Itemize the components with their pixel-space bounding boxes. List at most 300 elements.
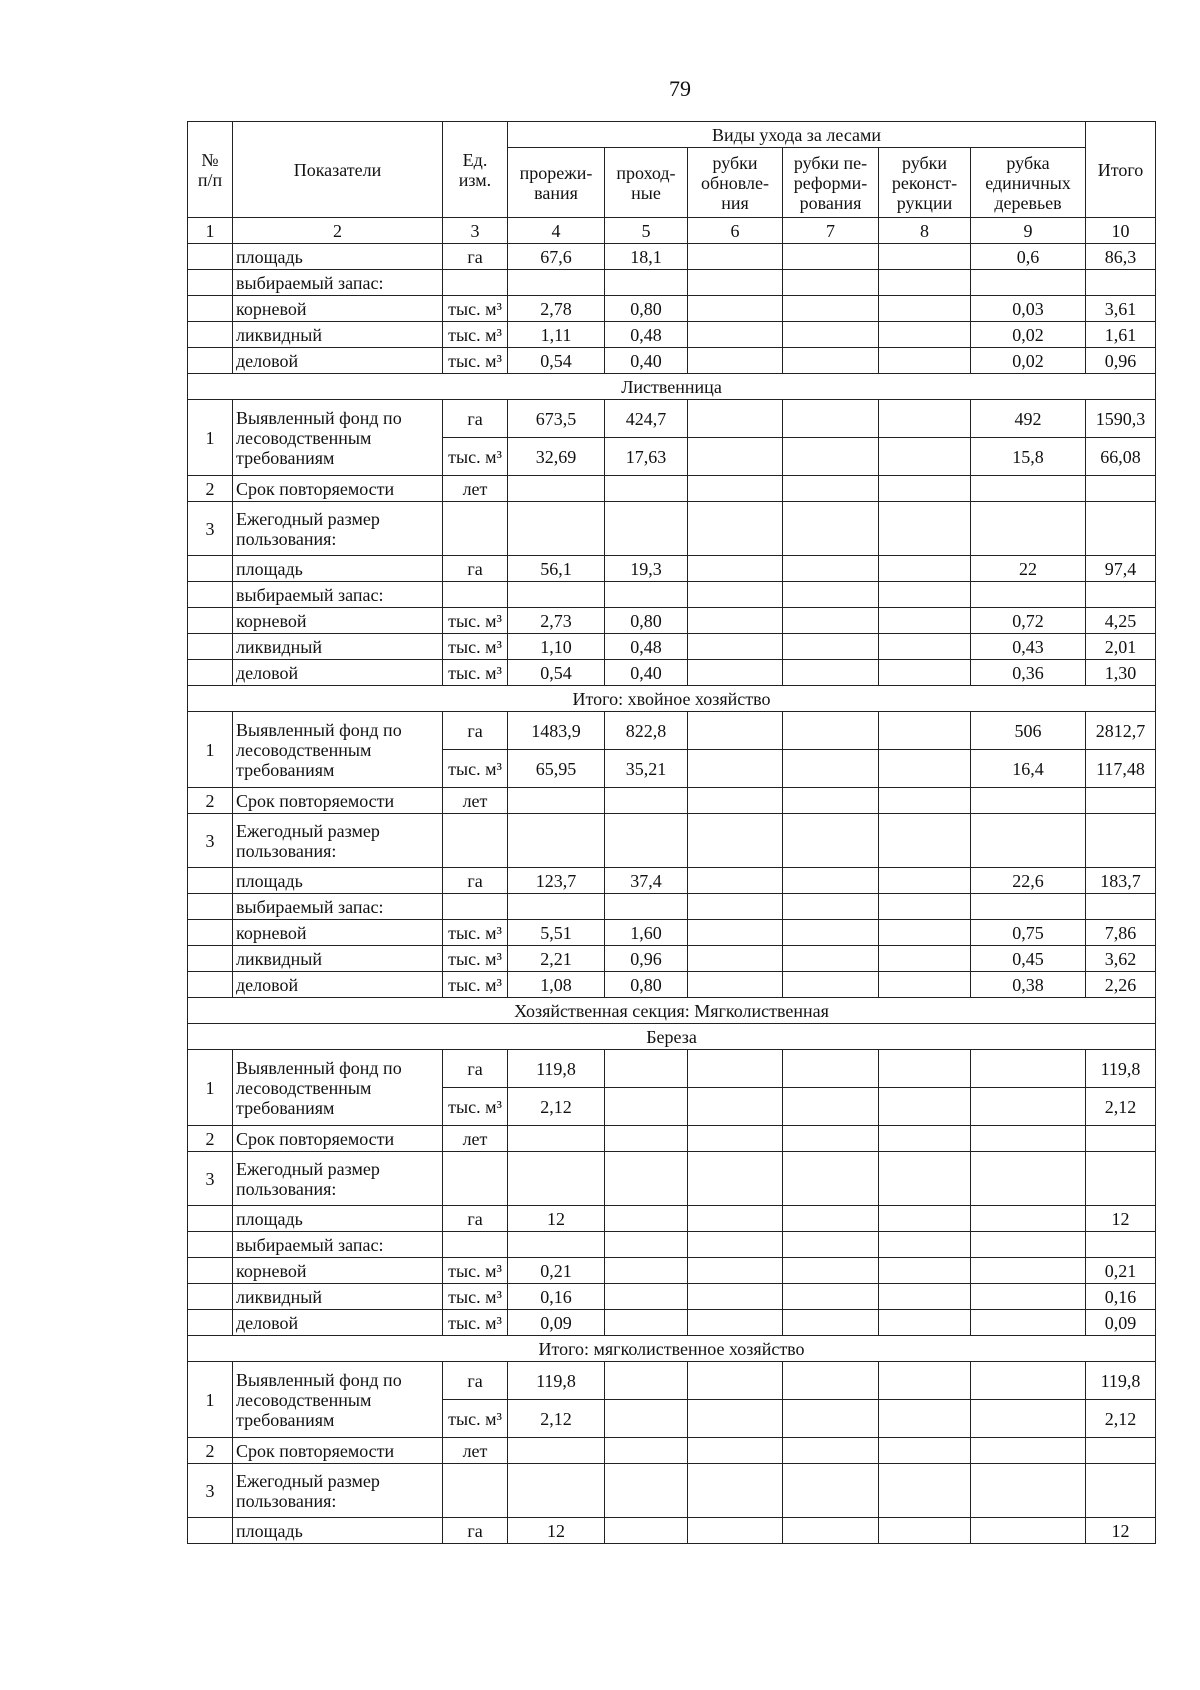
value-cell [879,1438,971,1464]
row-number [188,270,233,296]
value-cell: 32,69 [508,438,605,476]
indicator-cell: корневой [233,608,443,634]
indicator-cell: корневой [233,920,443,946]
table-row [188,1206,1156,1232]
value-cell [971,1206,1086,1232]
row-number [188,582,233,608]
value-cell [783,814,879,868]
table-row [188,712,1156,750]
value-cell: 7,86 [1086,920,1156,946]
unit-cell: тыс. м³ [443,348,508,374]
table-row [188,348,1156,374]
section-heading-row [188,1336,1156,1362]
value-cell: 0,16 [508,1284,605,1310]
indicator-cell: Срок повторяемости [233,1126,443,1152]
table-row [188,1126,1156,1152]
row-number [188,1310,233,1336]
table-row [188,296,1156,322]
value-cell: 119,8 [508,1050,605,1088]
value-cell [688,894,783,920]
unit-cell: тыс. м³ [443,1258,508,1284]
value-cell [879,894,971,920]
indicator-cell: Ежегодный размер пользования: [233,502,443,556]
value-cell [879,1464,971,1518]
value-cell [688,750,783,788]
value-cell [879,1088,971,1126]
value-cell: 0,48 [605,322,688,348]
section-heading: Хозяйственная секция: Мягколиственная [188,998,1156,1024]
value-cell: 0,02 [971,322,1086,348]
table-row [188,1362,1156,1400]
table-row [188,1284,1156,1310]
value-cell [879,1206,971,1232]
value-cell [783,1126,879,1152]
unit-cell [443,270,508,296]
section-heading: Итого: хвойное хозяйство [188,686,1156,712]
value-cell [879,1518,971,1544]
value-cell [688,400,783,438]
unit-cell [443,582,508,608]
value-cell: 66,08 [1086,438,1156,476]
value-cell [688,270,783,296]
value-cell: 0,43 [971,634,1086,660]
value-cell: 15,8 [971,438,1086,476]
row-number: 1 [188,400,233,476]
value-cell [971,894,1086,920]
indicator-cell: корневой [233,296,443,322]
table-row [188,1464,1156,1518]
table-row [188,1310,1156,1336]
value-cell: 0,54 [508,660,605,686]
table-row [188,502,1156,556]
indicator-cell: корневой [233,1258,443,1284]
indicator-cell: выбираемый запас: [233,1232,443,1258]
unit-cell: лет [443,788,508,814]
value-cell [508,894,605,920]
value-cell [783,1518,879,1544]
col-number: 9 [971,218,1086,244]
indicator-cell: Выявленный фонд по лесоводственным требованиям [233,712,443,788]
indicator-cell: площадь [233,868,443,894]
value-cell [783,608,879,634]
value-cell [1086,1438,1156,1464]
row-number [188,946,233,972]
value-cell [688,1438,783,1464]
section-heading-row [188,686,1156,712]
value-cell [879,438,971,476]
value-cell: 3,62 [1086,946,1156,972]
page-number: 79 [669,76,691,101]
value-cell: 117,48 [1086,750,1156,788]
indicator-cell: ликвидный [233,634,443,660]
value-cell [1086,814,1156,868]
value-cell: 424,7 [605,400,688,438]
value-cell: 0,40 [605,348,688,374]
col-header: рубки пе- реформи- рования [783,148,879,218]
row-number [188,348,233,374]
row-number [188,1258,233,1284]
value-cell [783,348,879,374]
value-cell [971,1232,1086,1258]
value-cell [783,894,879,920]
value-cell: 0,21 [1086,1258,1156,1284]
value-cell [688,946,783,972]
table-row [188,1258,1156,1284]
indicator-cell: площадь [233,556,443,582]
row-number [188,1518,233,1544]
col-num-header: № п/п [188,122,233,218]
value-cell [971,1400,1086,1438]
value-cell [971,502,1086,556]
value-cell [783,502,879,556]
value-cell: 86,3 [1086,244,1156,270]
value-cell [605,1258,688,1284]
unit-cell: тыс. м³ [443,608,508,634]
value-cell [879,556,971,582]
value-cell [783,1464,879,1518]
value-cell [783,322,879,348]
value-cell [688,296,783,322]
row-number: 3 [188,502,233,556]
value-cell [1086,502,1156,556]
value-cell: 67,6 [508,244,605,270]
row-number [188,920,233,946]
value-cell: 0,72 [971,608,1086,634]
value-cell [783,438,879,476]
value-cell [783,1088,879,1126]
value-cell: 2,12 [1086,1400,1156,1438]
unit-cell: лет [443,476,508,502]
value-cell [605,1310,688,1336]
row-number: 1 [188,712,233,788]
indicator-cell: площадь [233,1206,443,1232]
table-row [188,322,1156,348]
row-number [188,1284,233,1310]
table-row [188,608,1156,634]
value-cell [605,1152,688,1206]
row-number [188,1206,233,1232]
table-row [188,920,1156,946]
value-cell: 18,1 [605,244,688,270]
value-cell [879,322,971,348]
table-row [188,868,1156,894]
indicator-cell: ликвидный [233,1284,443,1310]
value-cell: 123,7 [508,868,605,894]
value-cell [688,348,783,374]
value-cell [688,1310,783,1336]
value-cell [783,270,879,296]
value-cell: 0,80 [605,296,688,322]
value-cell [879,270,971,296]
value-cell [688,582,783,608]
value-cell: 22 [971,556,1086,582]
value-cell [879,1284,971,1310]
unit-cell: тыс. м³ [443,946,508,972]
value-cell: 0,80 [605,972,688,998]
row-number [188,244,233,270]
value-cell: 506 [971,712,1086,750]
value-cell [879,1400,971,1438]
value-cell: 1483,9 [508,712,605,750]
value-cell [971,270,1086,296]
value-cell: 22,6 [971,868,1086,894]
value-cell [879,1362,971,1400]
value-cell [971,1438,1086,1464]
col-header: рубки реконст- рукции [879,148,971,218]
section-heading: Лиственница [188,374,1156,400]
col-total-header: Итого [1086,122,1156,218]
value-cell [605,1464,688,1518]
value-cell [783,868,879,894]
value-cell [605,814,688,868]
value-cell [879,634,971,660]
table-row [188,1050,1156,1088]
value-cell [688,712,783,750]
unit-cell [443,1152,508,1206]
value-cell: 183,7 [1086,868,1156,894]
table-row [188,556,1156,582]
unit-cell: га [443,556,508,582]
value-cell: 16,4 [971,750,1086,788]
value-cell [605,502,688,556]
table-row [188,270,1156,296]
unit-cell: тыс. м³ [443,750,508,788]
col-indicators-header: Показатели [233,122,443,218]
indicator-cell: Срок повторяемости [233,476,443,502]
value-cell [688,244,783,270]
value-cell: 1,10 [508,634,605,660]
indicator-cell: площадь [233,244,443,270]
value-cell [879,868,971,894]
value-cell [783,1362,879,1400]
table-header [188,122,1156,244]
value-cell [971,1284,1086,1310]
value-cell [605,1050,688,1088]
indicator-cell: выбираемый запас: [233,270,443,296]
value-cell [783,1400,879,1438]
unit-cell: тыс. м³ [443,1400,508,1438]
value-cell [783,1284,879,1310]
value-cell: 0,09 [1086,1310,1156,1336]
value-cell: 822,8 [605,712,688,750]
value-cell: 673,5 [508,400,605,438]
col-number: 4 [508,218,605,244]
value-cell [971,1152,1086,1206]
unit-cell: га [443,1362,508,1400]
indicator-cell: Ежегодный размер пользования: [233,1152,443,1206]
value-cell: 1590,3 [1086,400,1156,438]
table-row [188,582,1156,608]
value-cell [783,750,879,788]
value-cell [879,814,971,868]
row-number: 3 [188,1464,233,1518]
value-cell: 0,21 [508,1258,605,1284]
row-number: 2 [188,1126,233,1152]
row-number: 3 [188,1152,233,1206]
value-cell: 1,30 [1086,660,1156,686]
value-cell [605,1126,688,1152]
value-cell: 2,12 [508,1088,605,1126]
value-cell [688,502,783,556]
row-number: 3 [188,814,233,868]
value-cell [688,1126,783,1152]
value-cell: 2,12 [508,1400,605,1438]
unit-cell [443,814,508,868]
unit-cell: лет [443,1126,508,1152]
value-cell [783,1050,879,1088]
value-cell [1086,476,1156,502]
value-cell [508,1464,605,1518]
value-cell [508,502,605,556]
value-cell [508,1152,605,1206]
row-number [188,634,233,660]
value-cell [971,1464,1086,1518]
value-cell [879,1258,971,1284]
unit-cell: тыс. м³ [443,438,508,476]
value-cell: 0,6 [971,244,1086,270]
value-cell [879,348,971,374]
value-cell [605,476,688,502]
unit-cell: га [443,1206,508,1232]
value-cell [971,1258,1086,1284]
value-cell: 1,60 [605,920,688,946]
value-cell [688,476,783,502]
value-cell [879,1310,971,1336]
value-cell [879,920,971,946]
value-cell: 0,36 [971,660,1086,686]
unit-cell [443,502,508,556]
value-cell [688,634,783,660]
table-row [188,1152,1156,1206]
section-heading-row [188,374,1156,400]
col-number: 6 [688,218,783,244]
unit-cell: тыс. м³ [443,634,508,660]
value-cell [783,400,879,438]
value-cell: 0,80 [605,608,688,634]
value-cell [1086,1152,1156,1206]
value-cell [879,788,971,814]
value-cell: 2,01 [1086,634,1156,660]
value-cell [879,296,971,322]
value-cell [783,634,879,660]
value-cell [971,788,1086,814]
value-cell [1086,894,1156,920]
col-number: 5 [605,218,688,244]
value-cell: 0,03 [971,296,1086,322]
unit-cell: лет [443,1438,508,1464]
value-cell: 12 [508,1206,605,1232]
value-cell: 0,45 [971,946,1086,972]
value-cell [688,556,783,582]
value-cell [508,270,605,296]
value-cell [688,1152,783,1206]
value-cell [1086,270,1156,296]
value-cell: 119,8 [1086,1362,1156,1400]
value-cell [879,502,971,556]
value-cell: 4,25 [1086,608,1156,634]
indicator-cell: площадь [233,1518,443,1544]
table-row [188,788,1156,814]
unit-cell: тыс. м³ [443,920,508,946]
value-cell [508,476,605,502]
value-cell [508,788,605,814]
table-row [188,244,1156,270]
table-row [188,634,1156,660]
value-cell [605,788,688,814]
value-cell: 0,48 [605,634,688,660]
value-cell [1086,1126,1156,1152]
indicator-cell: ликвидный [233,946,443,972]
value-cell [783,1438,879,1464]
value-cell [605,1438,688,1464]
row-number [188,868,233,894]
col-number: 10 [1086,218,1156,244]
table-row [188,1438,1156,1464]
unit-cell: тыс. м³ [443,1284,508,1310]
value-cell [605,1206,688,1232]
indicator-cell: выбираемый запас: [233,894,443,920]
section-heading-row [188,1024,1156,1050]
row-number [188,322,233,348]
value-cell: 12 [1086,1206,1156,1232]
row-number [188,660,233,686]
value-cell: 0,96 [605,946,688,972]
row-number [188,1232,233,1258]
value-cell [783,582,879,608]
value-cell [508,582,605,608]
indicator-cell: деловой [233,660,443,686]
row-number [188,972,233,998]
value-cell [783,476,879,502]
value-cell [688,1464,783,1518]
indicator-cell: выбираемый запас: [233,582,443,608]
value-cell: 19,3 [605,556,688,582]
value-cell [688,1258,783,1284]
value-cell [688,608,783,634]
col-header: рубки обновле- ния [688,148,783,218]
unit-cell [443,1232,508,1258]
value-cell [688,868,783,894]
value-cell: 0,54 [508,348,605,374]
value-cell [879,946,971,972]
table-row [188,476,1156,502]
indicator-cell: Срок повторяемости [233,1438,443,1464]
value-cell: 1,61 [1086,322,1156,348]
value-cell: 0,16 [1086,1284,1156,1310]
unit-cell: га [443,712,508,750]
value-cell [605,1362,688,1400]
value-cell [688,1206,783,1232]
value-cell [783,920,879,946]
value-cell [971,582,1086,608]
col-header: рубка единичных деревьев [971,148,1086,218]
value-cell [879,1232,971,1258]
value-cell [508,1438,605,1464]
value-cell [688,972,783,998]
value-cell [688,1284,783,1310]
value-cell [508,1126,605,1152]
value-cell: 1,11 [508,322,605,348]
value-cell [688,1400,783,1438]
value-cell [783,1232,879,1258]
value-cell [879,476,971,502]
unit-cell: тыс. м³ [443,1310,508,1336]
unit-cell: тыс. м³ [443,296,508,322]
value-cell [783,1152,879,1206]
value-cell [879,244,971,270]
indicator-cell: деловой [233,1310,443,1336]
table-body [188,244,1156,1544]
